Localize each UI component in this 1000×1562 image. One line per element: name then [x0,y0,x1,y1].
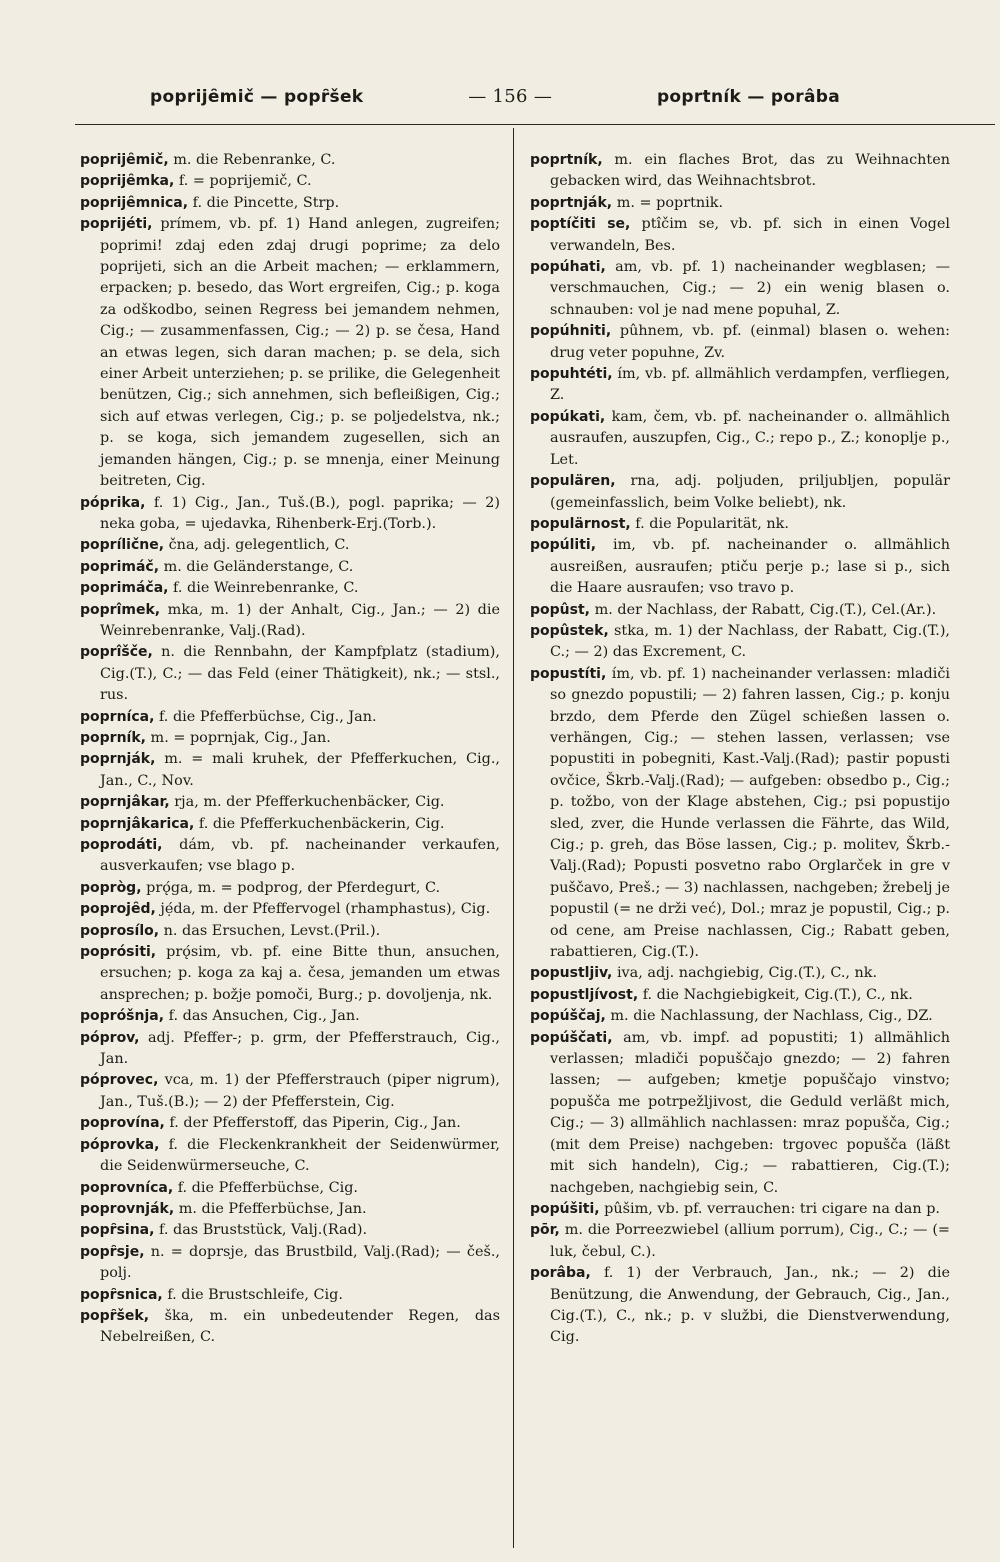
dictionary-entry [80,707,500,728]
entry-definition: f. 1) der Verbrauch, Jan., nk.; — 2) die Benützung, die Anwendung, der Gebrauch, Cig., Jan., Cig.(T.), C., nk.; p. v službi, die Dienstverwendung, Cig. [550,1265,950,1346]
dictionary-entry [80,814,500,835]
dictionary-entry [530,1263,950,1349]
entry-headword: poprimáča, [80,580,169,597]
entry-headword: poprníca, [80,708,155,725]
entry-definition: ím, vb. pf. allmählich verdampfen, verfliegen, Z. [550,366,950,404]
entry-headword: popȓšek, [80,1307,150,1324]
entry-headword: popróšnja, [80,1008,165,1025]
dictionary-entry [530,321,950,364]
entry-headword: poprílične, [80,537,165,554]
entry-headword: poprijéti, [80,216,153,233]
dictionary-entry [80,792,500,813]
page-number: — 156 — [468,86,553,107]
entry-definition: čna, adj. gelegentlich, C. [168,537,350,554]
dictionary-entry [530,1199,950,1220]
entry-definition: prǫ́ga, m. = podprog, der Pferdegurt, C. [146,879,441,896]
dictionary-entry [530,1028,950,1199]
dictionary-entry [80,942,500,1006]
entry-definition: n. die Rennbahn, der Kampfplatz (stadium), Cig.(T.), C.; — das Feld (einer Thätigkeit), nk.; — stsl., rus. [100,644,500,704]
entry-definition: rja, m. der Pfefferkuchenbäcker, Cig. [174,794,445,811]
entry-headword: poprník, [80,729,146,746]
entry-definition: am, vb. pf. 1) nacheinander wegblasen; — verschmauchen, Cig.; — 2) ein wenig blasen o. schnauben: vol je nad mene popuhal, Z. [550,259,950,318]
entry-definition: stka, m. 1) der Nachlass, der Rabatt, Cig.(T.), C.; — 2) das Excrement, C. [550,622,951,661]
entry-headword: populärnost, [530,515,631,532]
entry-definition: ška, m. ein unbedeutender Regen, das Nebelreißen, C. [100,1307,500,1346]
dictionary-entry [80,835,500,878]
dictionary-entry [80,1285,500,1306]
entry-headword: popȓsnica, [80,1286,163,1303]
entry-definition: f. = poprijemič, C. [178,173,312,190]
header-right-guide-words: poprtník — porâba [656,87,840,107]
entry-definition: m. = poprnjak, Cig., Jan. [150,729,331,746]
entry-headword: popûstek, [530,622,609,639]
header-rule [75,124,995,125]
entry-definition: f. die Weinrebenranke, C. [173,580,359,597]
dictionary-entry [80,728,500,749]
dictionary-entry [80,193,500,214]
dictionary-entry [80,1242,500,1285]
dictionary-entry [530,963,950,984]
entry-definition: dám, vb. pf. nacheinander verkaufen, ausverkaufen; vse blago p. [100,837,500,875]
entry-headword: popustíti, [530,665,607,682]
entry-headword: popustljiv, [530,965,613,982]
entry-definition: m. = poprtnik. [616,194,724,211]
entry-headword: popròg, [80,879,142,896]
entry-headword: poprosílo, [80,922,160,939]
dictionary-entry [530,1220,950,1263]
entry-headword: póprovka, [80,1136,160,1153]
entry-definition: f. die Popularität, nk. [635,515,789,532]
entry-definition: am, vb. impf. ad popustiti; 1) allmählich verlassen; mladiči popuščajo gnezdo; — 2) fahren lassen; — aufgeben; kmetje popuščajo vinstvo; popušča me potrpežljivost, die Geduld verläßt mich, Cig.; — 3) allmählich nachlassen: mraz popušča, Cig.; (mit dem Preise) nachgeben: trgovec popušča (läßt mit sich handeln), Cig.; — rabattieren, Cig.(T.); nachgeben, nachgiebig sein, C. [550,1029,951,1196]
entry-definition: m. die Rebenranke, C. [173,152,336,168]
entry-headword: poprovníca, [80,1179,174,1196]
entry-headword: poprîšče, [80,644,153,661]
entry-headword: poprtnják, [530,194,613,211]
dictionary-entry [80,642,500,706]
entry-headword: pōr, [530,1222,560,1239]
dictionary-entry [530,214,950,257]
entry-definition: prǫ́sim, vb. pf. eine Bitte thun, ansuchen, ersuchen; p. koga za kaj a. česa, jemanden um etwas ansprechen; p. božje pomoči, Burg.; p. dovoljenja, nk. [100,944,500,1003]
dictionary-entry [530,621,950,664]
header-left-guide-words: poprijȇmič — popȓšek [150,87,364,107]
entry-definition: f. die Pfefferbüchse, Cig. [177,1179,358,1196]
entry-headword: popustljívost, [530,986,639,1003]
entry-headword: popuhtéti, [530,366,613,383]
right-column [530,150,950,1349]
dictionary-entry [80,899,500,920]
dictionary-entry [80,1028,500,1071]
dictionary-entry [530,514,950,535]
dictionary-entry [530,600,950,621]
entry-headword: poprîmek, [80,601,161,618]
entry-headword: populären, [530,473,616,490]
dictionary-entry [80,921,500,942]
dictionary-entry [530,257,950,321]
entry-definition: n. = doprsje, das Brustbild, Valj.(Rad); — češ., polj. [100,1243,500,1282]
entry-definition: f. das Ansuchen, Cig., Jan. [168,1008,360,1025]
entry-definition: f. die Nachgiebigkeit, Cig.(T.), C., nk. [642,986,913,1003]
dictionary-entry [80,878,500,899]
entry-definition: f. 1) Cig., Jan., Tuš.(B.), pogl. paprika; — 2) neka goba, = ujedavka, Rihenberk-Erj.(Torb.). [100,494,500,532]
dictionary-entry [80,1113,500,1134]
entry-definition: vca, m. 1) der Pfefferstrauch (piper nigrum), Jan., Tuš.(B.); — 2) der Pfefferstein, Cig. [100,1072,500,1110]
entry-headword: popúhati, [530,259,606,276]
entry-headword: póprovec, [80,1072,159,1089]
dictionary-entry [80,493,500,536]
left-column [80,150,500,1349]
entry-headword: poprimáč, [80,558,160,575]
entry-definition: f. die Pincette, Strp. [192,194,340,211]
entry-definition: f. die Fleckenkrankheit der Seidenwürmer, die Seidenwürmerseuche, C. [100,1136,501,1175]
entry-headword: poprojȇd, [80,901,156,918]
entry-definition: pûhnem, vb. pf. (einmal) blasen o. wehen: drug veter popuhne, Zv. [550,323,951,361]
dictionary-entry [530,664,950,964]
entry-definition: adj. Pfeffer-; p. grm, der Pfefferstrauch, Cig., Jan. [100,1029,500,1068]
entry-definition: jẹ́da, m. der Pfeffervogel (rhamphastus), Cig. [160,901,491,918]
entry-definition: f. die Brustschleife, Cig. [167,1286,343,1303]
entry-definition: m. die Nachlassung, der Nachlass, Cig., DZ. [610,1008,933,1025]
dictionary-entry [530,535,950,599]
entry-definition: kam, čem, vb. pf. nacheinander o. allmählich ausraufen, auszupfen, Cig., C.; repo p., Z.; konoplje p., Let. [550,408,950,468]
entry-headword: poprtník, [530,152,603,168]
entry-headword: poprodáti, [80,837,163,853]
entry-definition: im, vb. pf. nacheinander o. allmählich ausreißen, ausraufen; ptiču perje p.; lase si p., sich die Haare ausraufen; vso travo p. [550,537,950,597]
entry-headword: popúhniti, [530,323,612,340]
dictionary-entry [530,985,950,1006]
dictionary-entry [80,1006,500,1027]
entry-definition: iva, adj. nachgiebig, Cig.(T.), C., nk. [616,965,878,982]
dictionary-entry [530,364,950,407]
entry-headword: popúkati, [530,408,606,425]
dictionary-entry [80,1135,500,1178]
dictionary-entry [80,578,500,599]
dictionary-entry [80,171,500,192]
entry-headword: popúliti, [530,537,597,554]
entry-definition: prímem, vb. pf. 1) Hand anlegen, zugreifen; poprimi! zdaj eden zdaj drugi poprime; za delo poprijeti, sich an die Arbeit machen; — erklammern, erpacken; p. besedo, das Wort ergreifen, Cig.; p. koga za odškodbo, seinen Regress bei jemandem nehmen, Cig.; — zusammenfassen, Cig.; — 2) p. se česa, Hand an etwas legen, sich daran machen; p. se dela, sich einer Arbeit unterziehen; p. se prilike, die Gelegenheit benützen, Cig.; sich annehmen, sich befleißigen, Cig.; sich auf etwas verlegen, Cig.; p. se poljedelstva, nk.; p. se koga, sich jemandem zugesellen, sich an jemanden hängen, Cig.; p. se mnenja, einer Meinung beitreten, Cig. [100,216,500,490]
entry-definition: ím, vb. pf. 1) nacheinander verlassen: mladiči so gnezdo popustili; — 2) fahren lassen, Cig.; p. konju brzdo, dem Pferde den Zügel schießen lassen o. verhängen, Cig.; — stehen lassen, verlassen; vse popustiti in pobegniti, Kast.-Valj.(Rad); pastir popusti ovčice, Škrb.-Valj.(Rad); — aufgeben: obsedbo p., Cig.; p. tožbo, von der Klage abstehen, Cig.; psi popustijo sled, zver, die Hunde verlassen die Fährte, das Wild, Cig.; p. greh, das Böse lassen, Cig.; p. molitev, Škrb.-Valj.(Rad); Popusti posvetno rabo Orglarček in gre v puščavo, Preš.; — 3) nachlassen, nachgeben; žrebelj je popustil (= ne drži već), Dol.; mraz je popustil, Cig.; p. od cene, am Preise nachlassen, Cig.; Rabatt geben, rabattieren, Cig.(T.). [550,665,950,961]
entry-definition: m. ein flaches Brot, das zu Weihnachten gebacken wird, das Weihnachtsbrot. [550,152,950,190]
entry-headword: popȓsje, [80,1243,145,1260]
entry-definition: m. die Geländerstange, C. [163,558,354,575]
entry-headword: poprijȇmka, [80,173,175,190]
dictionary-entry [80,749,500,792]
entry-headword: popúšiti, [530,1200,600,1217]
dictionary-entry [530,407,950,471]
entry-definition: f. die Pfefferbüchse, Cig., Jan. [158,708,377,725]
entry-headword: poprovína, [80,1115,165,1132]
dictionary-entry [80,150,500,171]
entry-definition: rna, adj. poljuden, priljubljen, populär (gemeinfasslich, beim Volke beliebt), nk. [550,473,950,511]
entry-headword: poprnjâkar, [80,794,170,811]
entry-definition: n. das Ersuchen, Levst.(Pril.). [163,922,381,939]
dictionary-entry [80,1220,500,1241]
entry-definition: ptîčim se, vb. pf. sich in einen Vogel verwandeln, Bes. [550,216,951,254]
entry-headword: poprijȇmnica, [80,194,189,211]
entry-headword: poprósiti, [80,944,157,961]
dictionary-entry [80,1178,500,1199]
dictionary-entry [530,193,950,214]
dictionary-entry [530,1006,950,1027]
entry-headword: poptíčiti se, [530,216,631,233]
entry-definition: m. die Pfefferbüchse, Jan. [178,1200,367,1217]
entry-headword: poprovnják, [80,1200,175,1217]
column-divider [513,128,514,1548]
entry-definition: f. das Bruststück, Valj.(Rad). [159,1222,368,1239]
dictionary-entry [80,1306,500,1349]
entry-headword: popȓsina, [80,1222,155,1239]
entry-definition: f. die Pfefferkuchenbäckerin, Cig. [198,815,445,832]
entry-definition: mka, m. 1) der Anhalt, Cig., Jan.; — 2) die Weinrebenranke, Valj.(Rad). [100,601,501,639]
dictionary-entry [80,214,500,492]
entry-definition: m. = mali kruhek, der Pfefferkuchen, Cig., Jan., C., Nov. [100,751,500,789]
entry-definition: f. der Pfefferstoff, das Piperin, Cig., Jan. [169,1115,461,1132]
entry-headword: poprnjâkarica, [80,815,195,832]
entry-headword: popûst, [530,601,590,618]
entry-headword: póprov, [80,1029,140,1046]
dictionary-entry [80,557,500,578]
entry-headword: poprnják, [80,751,156,768]
dictionary-entry [530,471,950,514]
entry-definition: m. die Porreezwiebel (allium porrum), Cig., C.; — (= luk, čebul, C.). [550,1222,950,1260]
dictionary-entry [80,600,500,643]
dictionary-entry [80,1070,500,1113]
entry-definition: m. der Nachlass, der Rabatt, Cig.(T.), Cel.(Ar.). [594,601,937,618]
entry-headword: póprika, [80,494,146,511]
entry-headword: popúščati, [530,1029,613,1046]
dictionary-entry [80,535,500,556]
dictionary-entry [530,150,950,193]
running-header [150,86,840,118]
entry-headword: porâba, [530,1265,591,1282]
entry-headword: popúščaj, [530,1008,606,1025]
entry-definition: pûšim, vb. pf. verrauchen: tri cigare na dan p. [604,1200,940,1217]
dictionary-entry [80,1199,500,1220]
entry-headword: poprijȇmič, [80,152,169,168]
